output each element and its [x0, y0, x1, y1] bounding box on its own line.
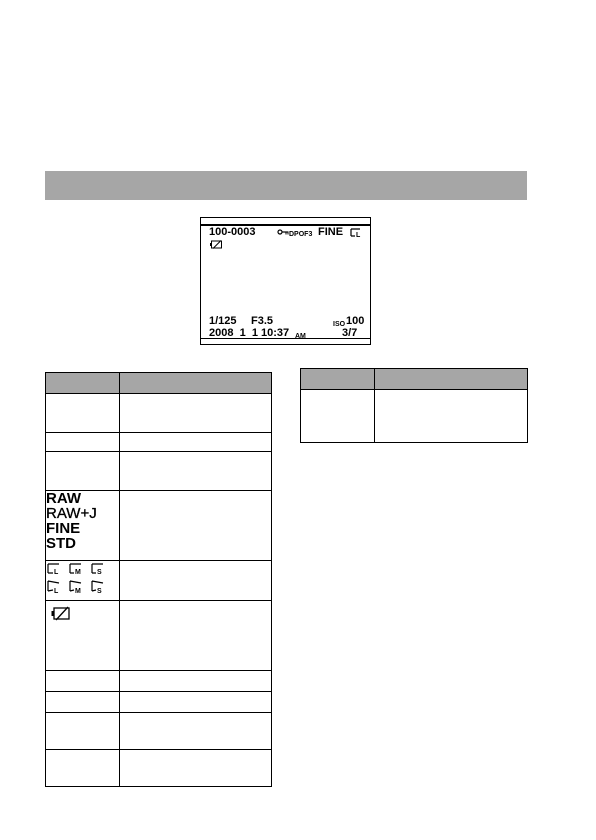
header-cell [375, 369, 528, 390]
no-battery-icon [210, 240, 224, 252]
table-row [46, 433, 272, 452]
size-m-label-2: M [75, 588, 81, 595]
quality-option-raw-j: RAW+J [46, 505, 97, 522]
table-row [46, 750, 272, 787]
lcd-file-number: 100-0003 [209, 226, 256, 238]
lcd-am: AM [295, 333, 306, 340]
lcd-quality: FINE [318, 226, 344, 238]
table-row [46, 692, 272, 713]
left-indicator-table [45, 372, 272, 787]
quality-options-cell [46, 491, 120, 561]
right-indicator-table [300, 368, 528, 443]
table-row [46, 491, 272, 561]
lcd-size-letter: L [356, 232, 361, 239]
table-header-row [301, 369, 528, 390]
quality-option-raw: RAW [46, 490, 81, 507]
table-row [46, 452, 272, 491]
quality-option-std: STD [46, 535, 76, 552]
header-cell [301, 369, 375, 390]
lcd-date: 2008 1 1 10:37 [209, 327, 290, 339]
header-cell [120, 373, 272, 394]
size-m-label: M [75, 569, 81, 576]
header-cell [46, 373, 120, 394]
image-size-icons-cell [46, 561, 120, 601]
lcd-shutter: 1/125 [209, 315, 237, 327]
size-s-label-2: S [97, 588, 102, 595]
table-row [46, 713, 272, 750]
image-size-icons [46, 561, 112, 595]
lcd-dpof: DPOF3 [289, 231, 313, 238]
table-header-row [46, 373, 272, 394]
size-l-label-2: L [54, 588, 59, 595]
size-l-label: L [54, 569, 59, 576]
size-s-label: S [97, 569, 102, 576]
table-row [46, 671, 272, 692]
lcd-screen-illustration [200, 217, 371, 345]
table-row [301, 390, 528, 443]
protect-key-icon [277, 227, 289, 240]
section-header-band [45, 171, 527, 200]
lcd-frame-count: 3/7 [342, 327, 358, 339]
quality-option-fine: FINE [46, 520, 81, 537]
no-battery-icon [46, 601, 71, 626]
table-row [46, 394, 272, 433]
table-row [46, 601, 272, 671]
battery-icon-cell [46, 601, 120, 671]
lcd-iso-label: ISO [333, 321, 346, 328]
table-row [46, 561, 272, 601]
lcd-iso-value: 100 [346, 315, 365, 327]
lcd-aperture: F3.5 [251, 315, 274, 327]
